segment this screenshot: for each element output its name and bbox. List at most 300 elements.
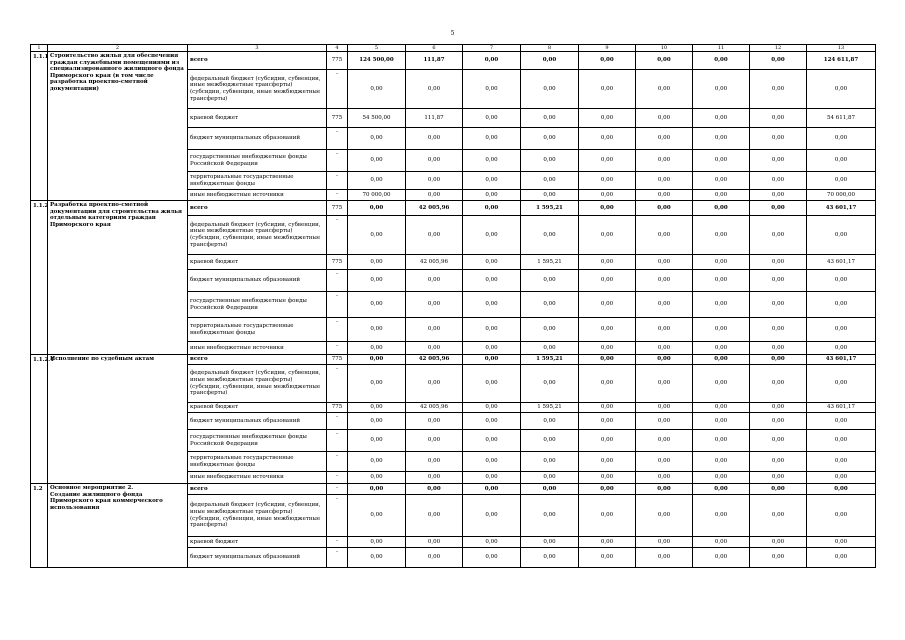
year-value: 0,00 — [750, 403, 807, 413]
year-value: 0,00 — [521, 216, 579, 255]
funding-source: краевой бюджет — [188, 255, 327, 270]
year-value: 0,00 — [750, 472, 807, 484]
year-value: 0,00 — [579, 109, 636, 128]
year-value: 0,00 — [693, 255, 750, 270]
year-value: 0,00 — [463, 413, 521, 430]
year-value: 0,00 — [406, 495, 463, 537]
year-value: 0,00 — [348, 537, 406, 548]
year-value: 0,00 — [693, 172, 750, 190]
year-value: 0,00 — [693, 342, 750, 355]
year-value: 0,00 — [693, 150, 750, 172]
year-value: 0,00 — [636, 548, 693, 568]
column-number-3: 3 — [188, 45, 327, 52]
year-value: 0,00 — [636, 430, 693, 452]
year-value: 0,00 — [636, 52, 693, 70]
year-value: 0,00 — [693, 403, 750, 413]
year-value: 0,00 — [521, 537, 579, 548]
year-value: 0,00 — [348, 128, 406, 150]
total-value: 0,00 — [807, 216, 876, 255]
year-value: 0,00 — [463, 128, 521, 150]
year-value: 0,00 — [750, 216, 807, 255]
year-value: 0,00 — [750, 484, 807, 495]
budget-code: - — [327, 190, 348, 201]
year-value: 0,00 — [348, 150, 406, 172]
column-number-5: 5 — [348, 45, 406, 52]
year-value: 0,00 — [463, 318, 521, 342]
year-value: 0,00 — [579, 495, 636, 537]
budget-code: 775 — [327, 255, 348, 270]
year-value: 0,00 — [693, 355, 750, 365]
total-value: 124 611,87 — [807, 52, 876, 70]
funding-source: краевой бюджет — [188, 403, 327, 413]
year-value: 0,00 — [463, 548, 521, 568]
year-value: 0,00 — [406, 190, 463, 201]
year-value: 0,00 — [693, 109, 750, 128]
year-value: 0,00 — [463, 270, 521, 292]
year-value: 0,00 — [521, 548, 579, 568]
total-value: 43 601,17 — [807, 255, 876, 270]
item-number: 1.2 — [31, 484, 48, 568]
column-number-row — [31, 45, 876, 52]
total-value: 0,00 — [807, 537, 876, 548]
funding-source: иные внебюджетные источники — [188, 190, 327, 201]
year-value: 0,00 — [463, 495, 521, 537]
year-value: 0,00 — [579, 484, 636, 495]
column-number-13: 13 — [807, 45, 876, 52]
year-value: 0,00 — [636, 537, 693, 548]
year-value: 0,00 — [521, 109, 579, 128]
year-value: 0,00 — [750, 52, 807, 70]
year-value: 0,00 — [521, 430, 579, 452]
total-value: 43 601,17 — [807, 201, 876, 216]
year-value: 0,00 — [579, 255, 636, 270]
year-value: 0,00 — [348, 216, 406, 255]
column-number-2: 2 — [48, 45, 188, 52]
budget-code: 775 — [327, 52, 348, 70]
total-value: 0,00 — [807, 413, 876, 430]
year-value: 0,00 — [579, 70, 636, 109]
year-value: 0,00 — [636, 292, 693, 318]
year-value: 0,00 — [348, 255, 406, 270]
year-value: 0,00 — [579, 172, 636, 190]
item-number: 1.1.1 — [31, 52, 48, 201]
column-number-1: 1 — [31, 45, 48, 52]
year-value: 0,00 — [348, 365, 406, 403]
total-value: 0,00 — [807, 452, 876, 472]
year-value: 0,00 — [348, 413, 406, 430]
year-value: 42 005,96 — [406, 403, 463, 413]
column-number-12: 12 — [750, 45, 807, 52]
year-value: 0,00 — [348, 172, 406, 190]
year-value: 0,00 — [693, 128, 750, 150]
budget-code: 775 — [327, 403, 348, 413]
column-number-6: 6 — [406, 45, 463, 52]
year-value: 0,00 — [406, 472, 463, 484]
year-value: 0,00 — [636, 150, 693, 172]
year-value: 0,00 — [406, 70, 463, 109]
year-value: 0,00 — [693, 318, 750, 342]
total-value: 0,00 — [807, 150, 876, 172]
table-row — [31, 355, 876, 365]
year-value: 0,00 — [521, 52, 579, 70]
item-name — [48, 201, 188, 355]
year-value: 0,00 — [636, 484, 693, 495]
year-value: 0,00 — [579, 413, 636, 430]
year-value: 0,00 — [636, 190, 693, 201]
year-value: 0,00 — [750, 70, 807, 109]
total-value: 0,00 — [807, 292, 876, 318]
year-value: 0,00 — [521, 413, 579, 430]
column-number-8: 8 — [521, 45, 579, 52]
item-description: Разработка проектно-сметной документации для строительства жилья отдельным категориям граждан Приморского края — [50, 202, 182, 228]
year-value: 0,00 — [406, 292, 463, 318]
year-value: 0,00 — [693, 484, 750, 495]
item-description: Строительство жилья для обеспечения граждан служебными помещениями из специализированного жилищного фонда Приморского края (в том числе разработка проектно-сметной документации) — [50, 53, 184, 92]
year-value: 0,00 — [406, 270, 463, 292]
year-value: 0,00 — [406, 548, 463, 568]
year-value: 0,00 — [348, 342, 406, 355]
page-number: 5 — [450, 30, 455, 37]
total-value: 0,00 — [807, 70, 876, 109]
year-value: 0,00 — [521, 128, 579, 150]
item-description: Исполнение по судебным актам — [50, 356, 154, 362]
year-value: 0,00 — [348, 548, 406, 568]
budget-code: - — [327, 413, 348, 430]
year-value: 0,00 — [348, 452, 406, 472]
year-value: 0,00 — [406, 128, 463, 150]
year-value: 0,00 — [348, 495, 406, 537]
total-value: 0,00 — [807, 484, 876, 495]
year-value: 0,00 — [579, 190, 636, 201]
funding-source: бюджет муниципальных образований — [188, 548, 327, 568]
year-value: 0,00 — [348, 403, 406, 413]
year-value: 0,00 — [406, 537, 463, 548]
year-value: 0,00 — [521, 484, 579, 495]
funding-source: бюджет муниципальных образований — [188, 128, 327, 150]
year-value: 111,87 — [406, 52, 463, 70]
year-value: 0,00 — [636, 318, 693, 342]
year-value: 0,00 — [750, 128, 807, 150]
year-value: 0,00 — [693, 216, 750, 255]
year-value: 0,00 — [636, 128, 693, 150]
year-value: 0,00 — [463, 452, 521, 472]
year-value: 0,00 — [579, 201, 636, 216]
year-value: 0,00 — [521, 270, 579, 292]
year-value: 0,00 — [463, 472, 521, 484]
year-value: 0,00 — [521, 472, 579, 484]
item-name — [48, 484, 188, 568]
funding-source: федеральный бюджет (субсидии, субвенции, иные межбюджетные трансферты) (субсидии, субвенции, иные межбюджетные трансферты) — [188, 216, 327, 255]
year-value: 0,00 — [693, 70, 750, 109]
year-value: 0,00 — [750, 318, 807, 342]
year-value: 0,00 — [636, 216, 693, 255]
item-number: 1.1.2.1 — [31, 355, 48, 484]
year-value: 0,00 — [348, 270, 406, 292]
funding-source: федеральный бюджет (субсидии, субвенции, иные межбюджетные трансферты) (субсидии, субвенции, иные межбюджетные трансферты) — [188, 495, 327, 537]
year-value: 0,00 — [463, 216, 521, 255]
year-value: 0,00 — [521, 495, 579, 537]
year-value: 0,00 — [521, 365, 579, 403]
year-value: 0,00 — [636, 201, 693, 216]
year-value: 0,00 — [579, 365, 636, 403]
budget-code: - — [327, 172, 348, 190]
total-value: 70 000,00 — [807, 190, 876, 201]
year-value: 0,00 — [348, 355, 406, 365]
funding-source: федеральный бюджет (субсидии, субвенции, иные межбюджетные трансферты) (субсидии, субвенции, иные межбюджетные трансферты) — [188, 70, 327, 109]
year-value: 0,00 — [463, 355, 521, 365]
year-value: 0,00 — [579, 355, 636, 365]
year-value: 42 005,96 — [406, 355, 463, 365]
total-value: 0,00 — [807, 172, 876, 190]
year-value: 0,00 — [693, 472, 750, 484]
total-value: 0,00 — [807, 270, 876, 292]
year-value: 0,00 — [463, 150, 521, 172]
total-value: 0,00 — [807, 128, 876, 150]
year-value: 0,00 — [636, 403, 693, 413]
year-value: 0,00 — [463, 109, 521, 128]
year-value: 1 595,21 — [521, 403, 579, 413]
year-value: 1 595,21 — [521, 255, 579, 270]
year-value: 0,00 — [463, 292, 521, 318]
year-value: 0,00 — [406, 430, 463, 452]
year-value: 0,00 — [348, 472, 406, 484]
year-value: 0,00 — [693, 495, 750, 537]
year-value: 0,00 — [406, 318, 463, 342]
year-value: 42 005,96 — [406, 255, 463, 270]
funding-source: территориальные государственные внебюджетные фонды — [188, 172, 327, 190]
year-value: 0,00 — [406, 342, 463, 355]
year-value: 0,00 — [406, 172, 463, 190]
year-value: 0,00 — [750, 270, 807, 292]
year-value: 0,00 — [463, 403, 521, 413]
funding-source: бюджет муниципальных образований — [188, 270, 327, 292]
year-value: 0,00 — [348, 70, 406, 109]
year-value: 0,00 — [750, 150, 807, 172]
year-value: 0,00 — [521, 172, 579, 190]
year-value: 0,00 — [636, 355, 693, 365]
year-value: 0,00 — [463, 172, 521, 190]
table-row — [31, 52, 876, 70]
budget-code: - — [327, 430, 348, 452]
year-value: 0,00 — [348, 484, 406, 495]
funding-source: территориальные государственные внебюджетные фонды — [188, 318, 327, 342]
year-value: 42 005,96 — [406, 201, 463, 216]
year-value: 0,00 — [750, 201, 807, 216]
year-value: 0,00 — [750, 342, 807, 355]
year-value: 0,00 — [348, 201, 406, 216]
funding-source: государственные внебюджетные фонды Российской Федерации — [188, 150, 327, 172]
item-name — [48, 355, 188, 484]
year-value: 0,00 — [406, 413, 463, 430]
year-value: 0,00 — [463, 484, 521, 495]
year-value: 0,00 — [750, 255, 807, 270]
year-value: 0,00 — [636, 255, 693, 270]
year-value: 70 000,00 — [348, 190, 406, 201]
year-value: 0,00 — [693, 452, 750, 472]
year-value: 54 500,00 — [348, 109, 406, 128]
year-value: 0,00 — [579, 403, 636, 413]
total-value: 54 611,87 — [807, 109, 876, 128]
budget-code: - — [327, 70, 348, 109]
year-value: 0,00 — [579, 292, 636, 318]
funding-source: краевой бюджет — [188, 537, 327, 548]
funding-source: территориальные государственные внебюджетные фонды — [188, 452, 327, 472]
funding-source: бюджет муниципальных образований — [188, 413, 327, 430]
year-value: 0,00 — [348, 430, 406, 452]
year-value: 0,00 — [463, 70, 521, 109]
year-value: 0,00 — [693, 292, 750, 318]
year-value: 0,00 — [463, 365, 521, 403]
year-value: 0,00 — [348, 318, 406, 342]
funding-source: всего — [188, 355, 327, 365]
budget-code: - — [327, 452, 348, 472]
item-description: Создание жилищного фонда Приморского края коммерческого использования — [50, 491, 163, 511]
year-value: 0,00 — [750, 537, 807, 548]
year-value: 0,00 — [463, 430, 521, 452]
year-value: 0,00 — [521, 292, 579, 318]
funding-source: всего — [188, 52, 327, 70]
year-value: 0,00 — [636, 452, 693, 472]
budget-code: - — [327, 495, 348, 537]
year-value: 0,00 — [579, 452, 636, 472]
funding-source: краевой бюджет — [188, 109, 327, 128]
year-value: 0,00 — [750, 355, 807, 365]
year-value: 1 595,21 — [521, 201, 579, 216]
total-value: 0,00 — [807, 342, 876, 355]
funding-source: федеральный бюджет (субсидии, субвенции, иные межбюджетные трансферты) (субсидии, субвенции, иные межбюджетные трансферты) — [188, 365, 327, 403]
year-value: 124 500,00 — [348, 52, 406, 70]
total-value: 0,00 — [807, 430, 876, 452]
total-value: 0,00 — [807, 318, 876, 342]
year-value: 0,00 — [693, 201, 750, 216]
year-value: 0,00 — [406, 150, 463, 172]
funding-source: иные внебюджетные источники — [188, 342, 327, 355]
year-value: 0,00 — [406, 216, 463, 255]
year-value: 0,00 — [636, 172, 693, 190]
year-value: 0,00 — [636, 413, 693, 430]
column-number-11: 11 — [693, 45, 750, 52]
year-value: 0,00 — [579, 342, 636, 355]
year-value: 111,87 — [406, 109, 463, 128]
year-value: 0,00 — [463, 190, 521, 201]
year-value: 0,00 — [636, 365, 693, 403]
budget-code: - — [327, 537, 348, 548]
item-name — [48, 52, 188, 201]
funding-source: государственные внебюджетные фонды Российской Федерации — [188, 430, 327, 452]
budget-code: - — [327, 472, 348, 484]
total-value: 43 601,17 — [807, 355, 876, 365]
year-value: 0,00 — [750, 430, 807, 452]
table-row — [31, 201, 876, 216]
year-value: 0,00 — [463, 52, 521, 70]
total-value: 43 601,17 — [807, 403, 876, 413]
year-value: 0,00 — [579, 548, 636, 568]
year-value: 0,00 — [693, 190, 750, 201]
item-title: Основное мероприятие 2. — [50, 485, 134, 491]
year-value: 0,00 — [636, 109, 693, 128]
year-value: 0,00 — [750, 413, 807, 430]
year-value: 0,00 — [636, 342, 693, 355]
year-value: 0,00 — [406, 365, 463, 403]
year-value: 0,00 — [636, 70, 693, 109]
budget-code: - — [327, 216, 348, 255]
year-value: 0,00 — [406, 484, 463, 495]
year-value: 0,00 — [406, 452, 463, 472]
budget-code: - — [327, 150, 348, 172]
year-value: 0,00 — [463, 201, 521, 216]
year-value: 0,00 — [750, 292, 807, 318]
budget-code: - — [327, 270, 348, 292]
year-value: 0,00 — [579, 150, 636, 172]
year-value: 0,00 — [750, 495, 807, 537]
year-value: 0,00 — [521, 452, 579, 472]
year-value: 0,00 — [693, 413, 750, 430]
year-value: 0,00 — [521, 342, 579, 355]
year-value: 0,00 — [636, 495, 693, 537]
year-value: 0,00 — [750, 452, 807, 472]
year-value: 0,00 — [636, 270, 693, 292]
year-value: 0,00 — [521, 190, 579, 201]
year-value: 1 595,21 — [521, 355, 579, 365]
total-value: 0,00 — [807, 495, 876, 537]
year-value: 0,00 — [463, 255, 521, 270]
year-value: 0,00 — [579, 430, 636, 452]
year-value: 0,00 — [579, 318, 636, 342]
budget-code: 775 — [327, 201, 348, 216]
year-value: 0,00 — [521, 150, 579, 172]
budget-code: 775 — [327, 355, 348, 365]
budget-table — [30, 44, 876, 568]
budget-code: - — [327, 318, 348, 342]
year-value: 0,00 — [579, 52, 636, 70]
total-value: 0,00 — [807, 472, 876, 484]
year-value: 0,00 — [463, 342, 521, 355]
item-number: 1.1.2 — [31, 201, 48, 355]
budget-code: 775 — [327, 109, 348, 128]
year-value: 0,00 — [750, 365, 807, 403]
year-value: 0,00 — [463, 537, 521, 548]
column-number-7: 7 — [463, 45, 521, 52]
year-value: 0,00 — [693, 52, 750, 70]
table-row — [31, 484, 876, 495]
year-value: 0,00 — [693, 430, 750, 452]
year-value: 0,00 — [579, 128, 636, 150]
year-value: 0,00 — [348, 292, 406, 318]
budget-code: - — [327, 342, 348, 355]
budget-code: - — [327, 128, 348, 150]
budget-code: - — [327, 292, 348, 318]
year-value: 0,00 — [750, 172, 807, 190]
year-value: 0,00 — [693, 548, 750, 568]
column-number-10: 10 — [636, 45, 693, 52]
funding-source: всего — [188, 484, 327, 495]
funding-source: иные внебюджетные источники — [188, 472, 327, 484]
budget-code: - — [327, 548, 348, 568]
year-value: 0,00 — [750, 109, 807, 128]
year-value: 0,00 — [693, 365, 750, 403]
budget-code: - — [327, 365, 348, 403]
year-value: 0,00 — [521, 70, 579, 109]
column-number-4: 4 — [327, 45, 348, 52]
funding-source: всего — [188, 201, 327, 216]
year-value: 0,00 — [579, 270, 636, 292]
year-value: 0,00 — [750, 548, 807, 568]
total-value: 0,00 — [807, 548, 876, 568]
year-value: 0,00 — [693, 270, 750, 292]
year-value: 0,00 — [636, 472, 693, 484]
year-value: 0,00 — [579, 537, 636, 548]
column-number-9: 9 — [579, 45, 636, 52]
